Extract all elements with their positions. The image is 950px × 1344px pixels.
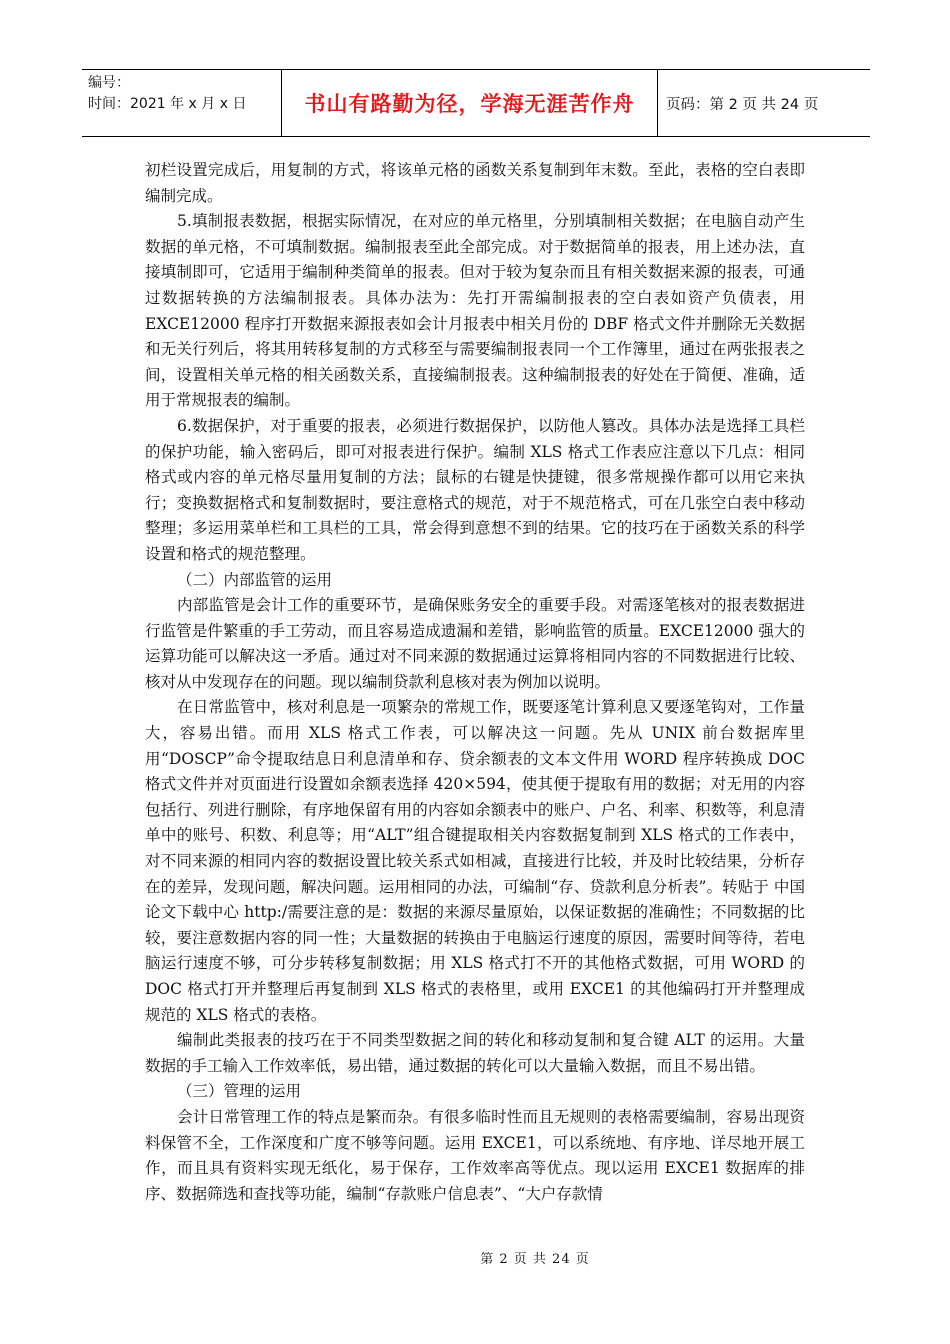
paragraph: 6.数据保护，对于重要的报表，必须进行数据保护，以防他人篡改。具体办法是选择工具栏的保护功能，输入密码后，即可对报表进行保护。编制 XLS 格式工作表应注意以下几点：相同格式或内容的单元格尽量用复制的方法；鼠标的右键是快捷键，很多常规操作都可以用它来执行；变换数据格式和复制数据时，要注意格式的规范，对于不规范格式，可在几张空白表中移动整理；多运用菜单栏和工具栏的工具，常会得到意想不到的结果。它的技巧在于函数关系的科学设置和格式的规范整理。 [145, 416, 805, 563]
header-page-info: 页码：第 2 页 共 24 页 [666, 96, 819, 113]
document-number-label: 编号： [88, 75, 130, 91]
paragraph: 初栏设置完成后，用复制的方式，将该单元格的函数关系复制到年末数。至此，表格的空白表即编制完成。 [145, 161, 805, 205]
paragraph: 5.填制报表数据，根据实际情况，在对应的单元格里，分别填制相关数据；在电脑自动产生数据的单元格，不可填制数据。编制报表至此全部完成。对于数据简单的报表，用上述办法，直接填制即可，它适用于编制种类简单的报表。但对于较为复杂而且有相关数据来源的报表，可通过数据转换的方法编制报表。具体办法为：先打开需编制报表的空白表如资产负债表，用 EXCE12000 程序打开数据来源报表如会计月报表中相关月份的 DBF 格式文件并删除无关数据和无关行列后，将其用转移复制的方式移至与需要编制报表同一个工作簿里，通过在两张报表之间，设置相关单元格的相关函数关系，直接编制报表。这种编制报表的好处在于简便、准确，适用于常规报表的编制。 [145, 212, 805, 410]
header-motto: 书山有路勤为径，学海无涯苦作舟 [282, 70, 658, 136]
footer-page-number: 第 2 页 共 24 页 [480, 1252, 590, 1267]
document-body [145, 158, 805, 1207]
paragraph: 在日常监管中，核对利息是一项繁杂的常规工作，既要逐笔计算利息又要逐笔钩对，工作量大，容易出错。而用 XLS 格式工作表，可以解决这一问题。先从 UNIX 前台数据库里用“DOSCP”命令提取结息日利息清单和存、贷余额表的文本文件用 WORD 程序转换成 DOC 格式文件并对页面进行设置如余额表选择 420×594，使其便于提取有用的数据；对无用的内容包括行、列进行删除，有序地保留有用的内容如余额表中的账户、户名、利率、积数等，利息清单中的账号、积数、利息等；用“ALT”组合键提取相关内容数据复制到 XLS 格式的工作表中，对不同来源的相同内容的数据设置比较关系式如相减，直接进行比较，并及时比较结果，分析存在的差异，发现问题，解决问题。运用相同的办法，可编制“存、贷款利息分析表”。转贴于 中国论文下载中心 http:/需要注意的是：数据的来源尽量原始，以保证数据的准确性；不同数据的比较，要注意数据内容的同一性；大量数据的转换由于电脑运行速度的原因，需要时间等待，若电脑运行速度不够，可分步转移复制数据；用 XLS 格式打不开的其他格式数据，可用 WORD 的 DOC 格式打开并整理后再复制到 XLS 格式的表格里，或用 EXCE1 的其他编码打开并整理成规范的 XLS 格式的表格。 [145, 698, 805, 1024]
page-footer [0, 1248, 950, 1267]
section-heading: （三）管理的运用 [177, 1082, 302, 1101]
section-heading: （二）内部监管的运用 [177, 570, 333, 589]
paragraph: 编制此类报表的技巧在于不同类型数据之间的转化和移动复制和复合键 ALT 的运用。大量数据的手工输入工作效率低，易出错，通过数据的转化可以大量输入数据，而且不易出错。 [145, 1031, 805, 1075]
page-header [82, 69, 870, 137]
header-meta [82, 70, 282, 136]
document-date-label: 时间：2021 年 x 月 x 日 [88, 96, 247, 112]
paragraph: 会计日常管理工作的特点是繁而杂。有很多临时性而且无规则的表格需要编制，容易出现资料保管不全，工作深度和广度不够等问题。运用 EXCE1，可以系统地、有序地、详尽地开展工作，而且具有资料实现无纸化，易于保存，工作效率高等优点。现以运用 EXCE1 数据库的排序、数据筛选和查找等功能，编制“存款账户信息表”、“大户存款情 [145, 1107, 805, 1203]
paragraph: 内部监管是会计工作的重要环节，是确保账务安全的重要手段。对需逐笔核对的报表数据进行监管是件繁重的手工劳动，而且容易造成遗漏和差错，影响监管的质量。EXCE12000 强大的运算功能可以解决这一矛盾。通过对不同来源的数据通过运算将相同内容的不同数据进行比较、核对从中发现存在的问题。现以编制贷款利息核对表为例加以说明。 [145, 596, 805, 691]
